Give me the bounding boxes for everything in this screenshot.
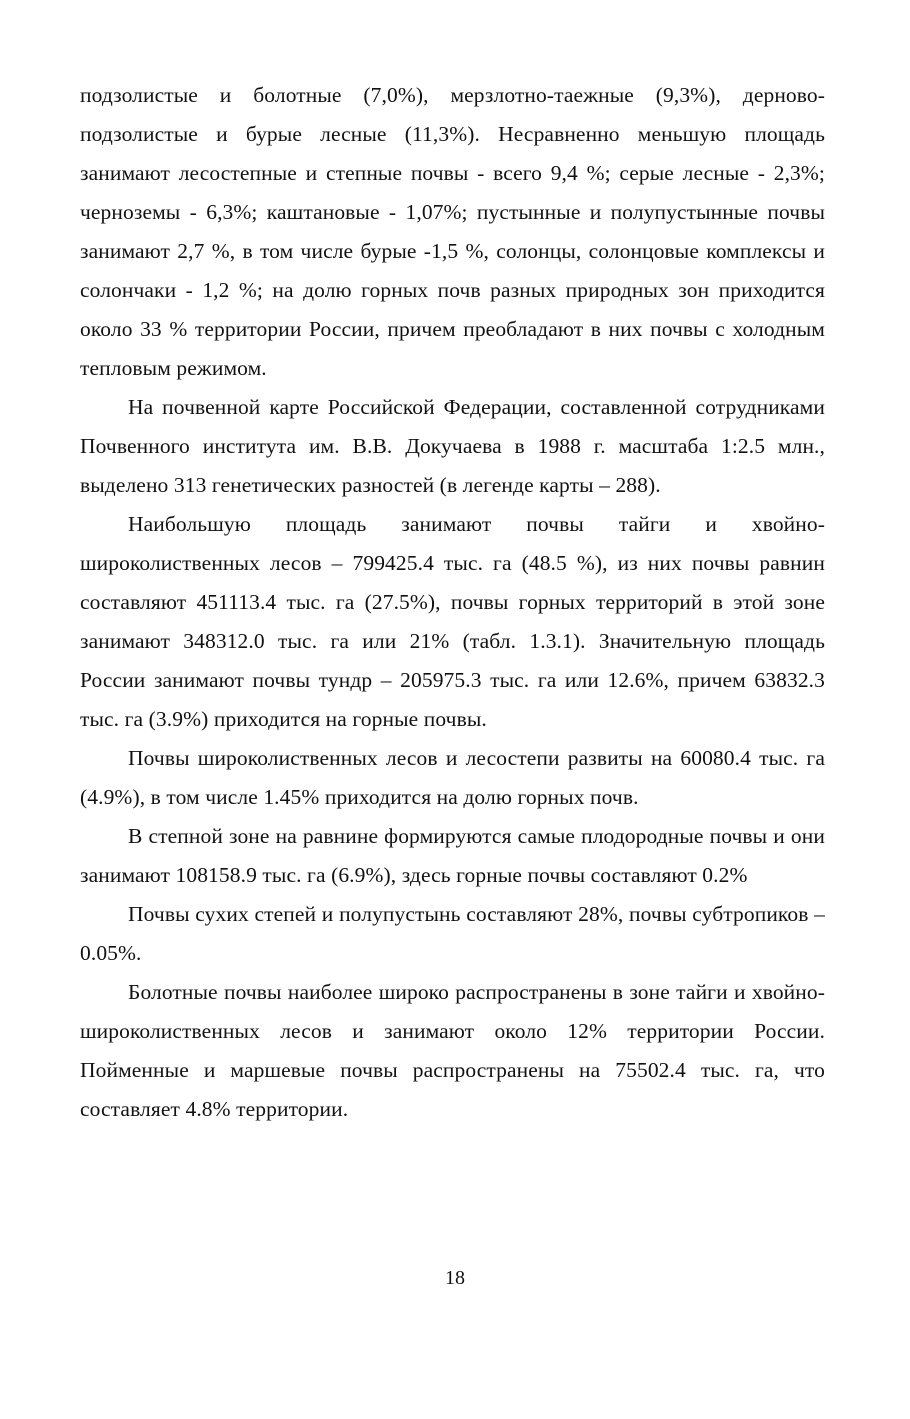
paragraph-soil-map: На почвенной карте Российской Федерации, составленной сотрудниками Почвенного института им. В.В. Докучаева в 1988 г. масштаба 1:2.5 млн., выделено 313 генетических разностей (в легенде карты – 288). [80,395,825,497]
paragraph-soil-distribution: подзолистые и болотные (7,0%), мерзлотно-таежные (9,3%), дерново-подзолистые и бурые лесные (11,3%). Несравненно меньшую площадь занимают лесостепные и степные почвы - всего 9,4 %; серые лесные - 2,3%; черноземы - 6,3%; каштановые - 1,07%; пустынные и полупустынные почвы занимают 2,7 %, в том числе бурые -1,5 %, солонцы, солонцовые комплексы и солончаки - 1,2 %; на долю горных почв разных природных зон приходится около 33 % территории России, причем преобладают в них почвы с холодным тепловым режимом. [80,83,825,380]
paragraph-dry-steppe-soils: Почвы сухих степей и полупустынь составляют 28%, почвы субтропиков – 0.05%. [80,902,825,965]
paragraph-broadleaf-soils: Почвы широколиственных лесов и лесостепи развиты на 60080.4 тыс. га (4.9%), в том числе 1.45% приходится на долю горных почв. [80,746,825,809]
document-body [80,76,825,1129]
page-number: 18 [445,1267,465,1289]
paragraph-steppe-soils: В степной зоне на равнине формируются самые плодородные почвы и они занимают 108158.9 тыс. га (6.9%), здесь горные почвы составляют 0.2% [80,824,825,887]
paragraph-bog-soils: Болотные почвы наиболее широко распространены в зоне тайги и хвойно-широколиственных лесов и занимают около 12% территории России. Пойменные и маршевые почвы распространены на 75502.4 тыс. га, что составляет 4.8% территории. [80,980,825,1121]
paragraph-taiga-soils: Наибольшую площадь занимают почвы тайги и хвойно-широколиственных лесов – 799425.4 тыс. га (48.5 %), из них почвы равнин составляют 451113.4 тыс. га (27.5%), почвы горных территорий в этой зоне занимают 348312.0 тыс. га или 21% (табл. 1.3.1). Значительную площадь России занимают почвы тундр – 205975.3 тыс. га или 12.6%, причем 63832.3 тыс. га (3.9%) приходится на горные почвы. [80,512,825,731]
